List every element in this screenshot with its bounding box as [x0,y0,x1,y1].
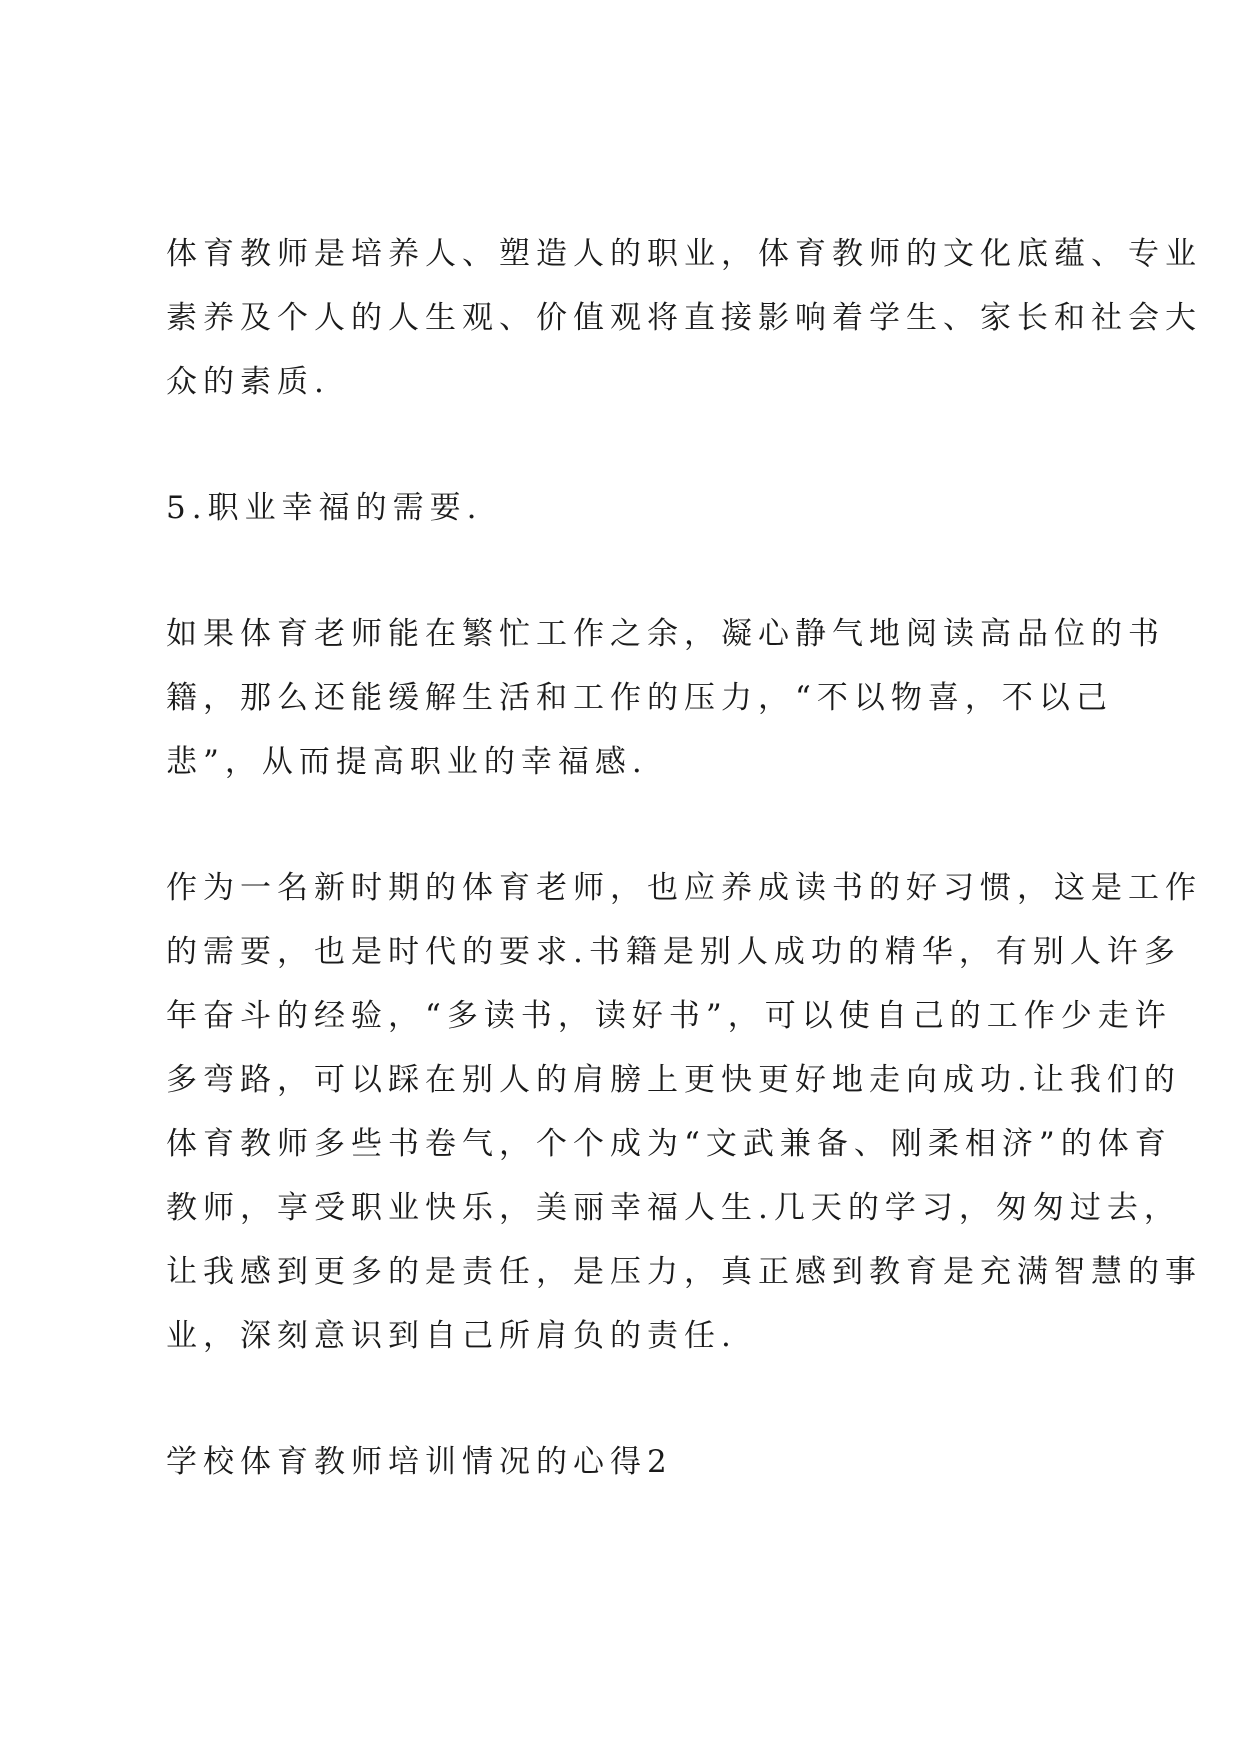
text-line: 体育教师多些书卷气，个个成为“文武兼备、刚柔相济”的体育 [166,1126,1172,1162]
text-line: 年奋斗的经验，“多读书，读好书”，可以使自己的工作少走许 [166,998,1172,1034]
text-line: 籍，那么还能缓解生活和工作的压力，“不以物喜，不以己 [166,680,1113,716]
text-line: 体育教师是培养人、塑造人的职业，体育教师的文化底蕴、专业 [166,236,1202,272]
paragraph-reading-habit [166,856,1202,1368]
section-heading-career-happiness [166,476,1106,540]
text-line: 素养及个人的人生观、价值观将直接影响着学生、家长和社会大 [166,300,1202,336]
text-line: 让我感到更多的是责任，是压力，真正感到教育是充满智慧的事 [166,1254,1202,1290]
text-line: 的需要，也是时代的要求.书籍是别人成功的精华，有别人许多 [166,934,1181,970]
text-line: 业，深刻意识到自己所肩负的责任. [166,1318,737,1354]
paragraph-teacher-role [166,222,1202,414]
text-line: 多弯路，可以踩在别人的肩膀上更快更好地走向成功.让我们的 [166,1062,1181,1098]
text-line: 作为一名新时期的体育老师，也应养成读书的好习惯，这是工作 [166,870,1202,906]
text-line: 教师，享受职业快乐，美丽幸福人生.几天的学习，匆匆过去， [166,1190,1181,1226]
text-line: 悲”，从而提高职业的幸福感. [166,744,648,780]
text-line: 如果体育老师能在繁忙工作之余，凝心静气地阅读高品位的书 [166,616,1165,652]
paragraph-reading-relief [166,602,1165,794]
section-title-training-reflection-2 [166,1430,1106,1494]
text-line: 众的素质. [166,364,330,400]
text-line: 5.职业幸福的需要. [166,490,483,526]
text-line: 学校体育教师培训情况的心得2 [166,1444,673,1480]
document-body [166,222,1202,1556]
